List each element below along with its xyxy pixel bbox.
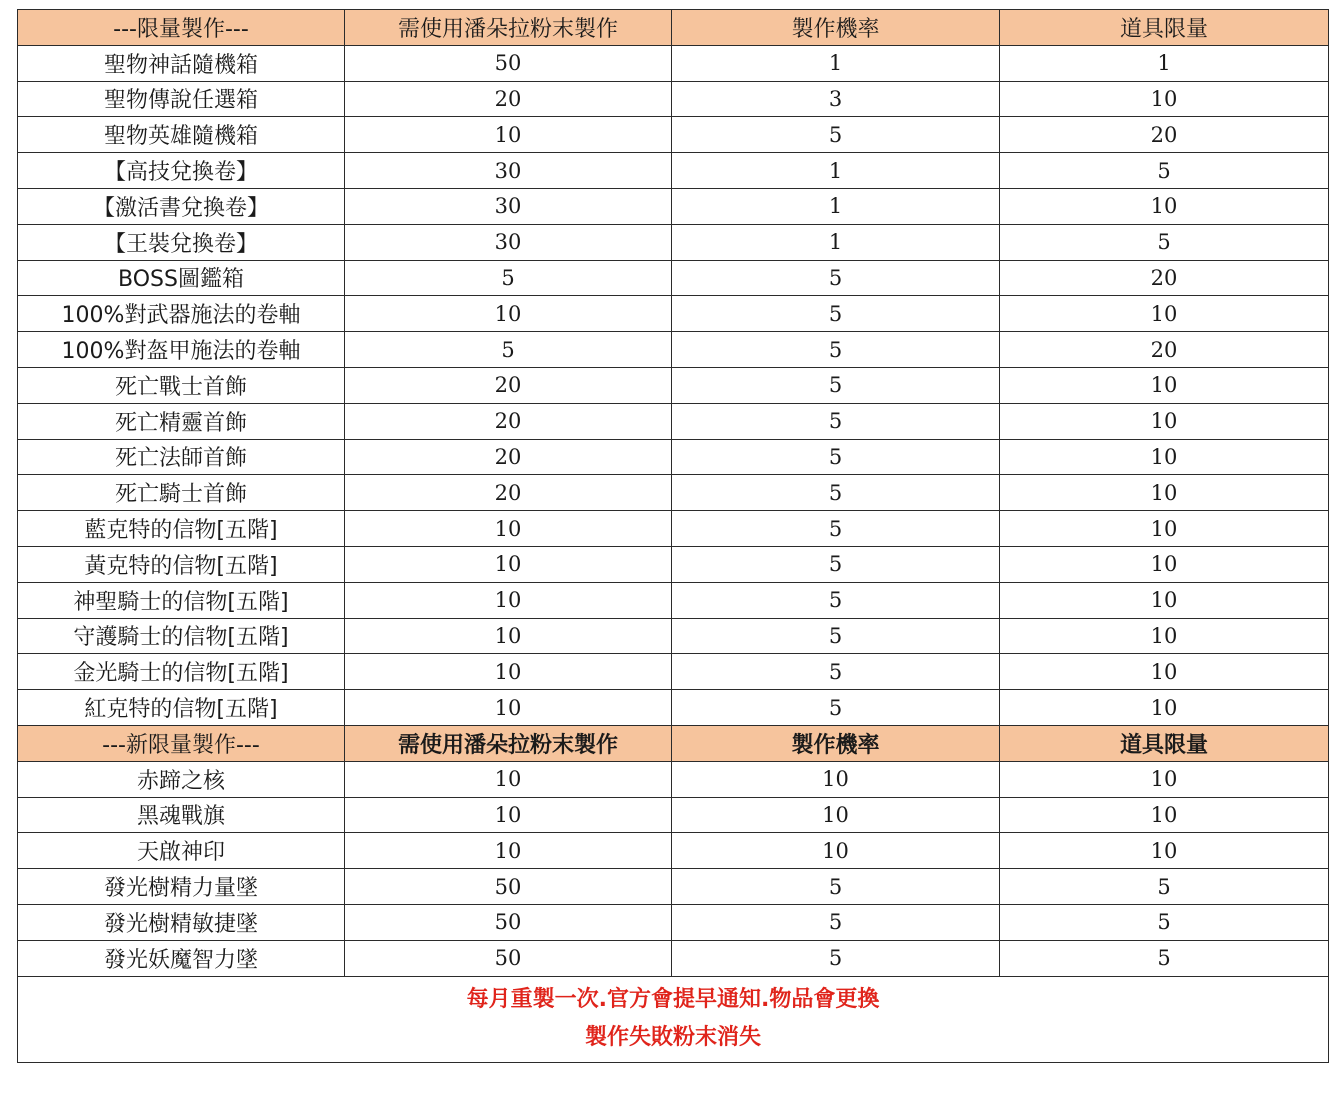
item-limit-cell: 10 <box>1000 690 1329 726</box>
powder-cost-cell: 20 <box>345 81 672 117</box>
powder-cost-cell: 50 <box>345 869 672 905</box>
powder-cost-cell: 30 <box>345 224 672 260</box>
section2-header-rate: 製作機率 <box>672 725 1000 761</box>
craft-rate-cell: 5 <box>672 690 1000 726</box>
item-limit-cell: 10 <box>1000 797 1329 833</box>
item-limit-cell: 10 <box>1000 833 1329 869</box>
powder-cost-cell: 20 <box>345 367 672 403</box>
craft-rate-cell: 10 <box>672 761 1000 797</box>
table-row <box>18 153 1329 189</box>
powder-cost-cell: 10 <box>345 296 672 332</box>
table-row <box>18 511 1329 547</box>
powder-cost-cell: 30 <box>345 153 672 189</box>
powder-cost-cell: 10 <box>345 761 672 797</box>
craft-rate-cell: 5 <box>672 869 1000 905</box>
powder-cost-cell: 10 <box>345 511 672 547</box>
powder-cost-cell: 10 <box>345 618 672 654</box>
item-name-cell: 赤蹄之核 <box>18 761 345 797</box>
table-row <box>18 45 1329 81</box>
item-name-cell: BOSS圖鑑箱 <box>18 260 345 296</box>
item-name-cell: 100%對武器施法的卷軸 <box>18 296 345 332</box>
table-row <box>18 833 1329 869</box>
item-name-cell: 黃克特的信物[五階] <box>18 546 345 582</box>
table-row <box>18 940 1329 976</box>
item-limit-cell: 10 <box>1000 511 1329 547</box>
item-name-cell: 紅克特的信物[五階] <box>18 690 345 726</box>
item-limit-cell: 10 <box>1000 403 1329 439</box>
table-row <box>18 224 1329 260</box>
craft-rate-cell: 1 <box>672 153 1000 189</box>
powder-cost-cell: 20 <box>345 439 672 475</box>
item-limit-cell: 1 <box>1000 45 1329 81</box>
item-limit-cell: 10 <box>1000 296 1329 332</box>
item-name-cell: 聖物英雄隨機箱 <box>18 117 345 153</box>
powder-cost-cell: 50 <box>345 904 672 940</box>
powder-cost-cell: 10 <box>345 117 672 153</box>
craft-rate-cell: 5 <box>672 475 1000 511</box>
item-limit-cell: 20 <box>1000 260 1329 296</box>
craft-rate-cell: 5 <box>672 367 1000 403</box>
item-name-cell: 發光樹精力量墜 <box>18 869 345 905</box>
table-row <box>18 332 1329 368</box>
craft-rate-cell: 1 <box>672 188 1000 224</box>
craft-rate-cell: 5 <box>672 439 1000 475</box>
table-row <box>18 296 1329 332</box>
craft-rate-cell: 1 <box>672 45 1000 81</box>
table-row <box>18 582 1329 618</box>
powder-cost-cell: 20 <box>345 475 672 511</box>
table-row <box>18 546 1329 582</box>
powder-cost-cell: 10 <box>345 654 672 690</box>
table-row <box>18 797 1329 833</box>
powder-cost-cell: 10 <box>345 546 672 582</box>
item-limit-cell: 20 <box>1000 332 1329 368</box>
table-row <box>18 260 1329 296</box>
item-name-cell: 發光樹精敏捷墜 <box>18 904 345 940</box>
item-limit-cell: 10 <box>1000 439 1329 475</box>
item-limit-cell: 10 <box>1000 188 1329 224</box>
item-name-cell: 死亡精靈首飾 <box>18 403 345 439</box>
craft-rate-cell: 5 <box>672 296 1000 332</box>
table-row <box>18 654 1329 690</box>
powder-cost-cell: 10 <box>345 797 672 833</box>
craft-rate-cell: 5 <box>672 511 1000 547</box>
powder-cost-cell: 50 <box>345 45 672 81</box>
item-limit-cell: 5 <box>1000 224 1329 260</box>
item-name-cell: 神聖騎士的信物[五階] <box>18 582 345 618</box>
craft-rate-cell: 10 <box>672 797 1000 833</box>
section2-header-limit: 道具限量 <box>1000 725 1329 761</box>
item-name-cell: 聖物傳說任選箱 <box>18 81 345 117</box>
powder-cost-cell: 10 <box>345 582 672 618</box>
item-name-cell: 黑魂戰旗 <box>18 797 345 833</box>
section1-header-powder: 需使用潘朵拉粉末製作 <box>345 10 672 46</box>
section1-header-item: ---限量製作--- <box>18 10 345 46</box>
item-name-cell: 天啟神印 <box>18 833 345 869</box>
section2-header-row <box>18 725 1329 761</box>
table-row <box>18 117 1329 153</box>
item-limit-cell: 10 <box>1000 761 1329 797</box>
section2-header-powder: 需使用潘朵拉粉末製作 <box>345 725 672 761</box>
item-limit-cell: 10 <box>1000 618 1329 654</box>
powder-cost-cell: 30 <box>345 188 672 224</box>
item-name-cell: 【王裝兌換卷】 <box>18 224 345 260</box>
item-limit-cell: 10 <box>1000 546 1329 582</box>
powder-cost-cell: 10 <box>345 833 672 869</box>
crafting-limit-table <box>17 9 1329 1063</box>
item-limit-cell: 10 <box>1000 475 1329 511</box>
craft-rate-cell: 5 <box>672 582 1000 618</box>
section1-header-rate: 製作機率 <box>672 10 1000 46</box>
item-limit-cell: 10 <box>1000 582 1329 618</box>
item-limit-cell: 5 <box>1000 904 1329 940</box>
item-limit-cell: 10 <box>1000 81 1329 117</box>
craft-rate-cell: 1 <box>672 224 1000 260</box>
footer-note-line1: 每月重製一次.官方會提早通知.物品會更換 <box>466 987 880 1013</box>
table-row <box>18 81 1329 117</box>
item-limit-cell: 5 <box>1000 153 1329 189</box>
table-body <box>18 10 1329 1063</box>
item-name-cell: 【激活書兌換卷】 <box>18 188 345 224</box>
item-limit-cell: 5 <box>1000 869 1329 905</box>
table-row <box>18 904 1329 940</box>
item-name-cell: 守護騎士的信物[五階] <box>18 618 345 654</box>
powder-cost-cell: 50 <box>345 940 672 976</box>
table-row <box>18 367 1329 403</box>
section1-header-limit: 道具限量 <box>1000 10 1329 46</box>
item-limit-cell: 20 <box>1000 117 1329 153</box>
item-name-cell: 金光騎士的信物[五階] <box>18 654 345 690</box>
item-name-cell: 死亡法師首飾 <box>18 439 345 475</box>
item-name-cell: 藍克特的信物[五階] <box>18 511 345 547</box>
section1-header-row <box>18 10 1329 46</box>
craft-rate-cell: 5 <box>672 403 1000 439</box>
item-name-cell: 聖物神話隨機箱 <box>18 45 345 81</box>
craft-rate-cell: 5 <box>672 654 1000 690</box>
footer-note-line2: 製作失敗粉末消失 <box>584 1025 761 1051</box>
table-row <box>18 188 1329 224</box>
section2-header-item: ---新限量製作--- <box>18 725 345 761</box>
item-name-cell: 【高技兌換卷】 <box>18 153 345 189</box>
craft-rate-cell: 5 <box>672 904 1000 940</box>
footer-note-row <box>18 976 1329 1062</box>
craft-rate-cell: 5 <box>672 260 1000 296</box>
item-limit-cell: 5 <box>1000 940 1329 976</box>
item-name-cell: 死亡騎士首飾 <box>18 475 345 511</box>
table-row <box>18 439 1329 475</box>
powder-cost-cell: 5 <box>345 260 672 296</box>
item-limit-cell: 10 <box>1000 654 1329 690</box>
item-name-cell: 發光妖魔智力墜 <box>18 940 345 976</box>
craft-rate-cell: 5 <box>672 546 1000 582</box>
powder-cost-cell: 20 <box>345 403 672 439</box>
craft-rate-cell: 3 <box>672 81 1000 117</box>
craft-rate-cell: 5 <box>672 618 1000 654</box>
craft-rate-cell: 5 <box>672 940 1000 976</box>
table-row <box>18 690 1329 726</box>
powder-cost-cell: 5 <box>345 332 672 368</box>
footer-note-cell <box>18 976 1329 1062</box>
powder-cost-cell: 10 <box>345 690 672 726</box>
craft-rate-cell: 5 <box>672 332 1000 368</box>
table-row <box>18 618 1329 654</box>
table-row <box>18 869 1329 905</box>
table-row <box>18 475 1329 511</box>
table-row <box>18 403 1329 439</box>
item-name-cell: 100%對盔甲施法的卷軸 <box>18 332 345 368</box>
item-name-cell: 死亡戰士首飾 <box>18 367 345 403</box>
craft-rate-cell: 5 <box>672 117 1000 153</box>
craft-rate-cell: 10 <box>672 833 1000 869</box>
table-row <box>18 761 1329 797</box>
item-limit-cell: 10 <box>1000 367 1329 403</box>
